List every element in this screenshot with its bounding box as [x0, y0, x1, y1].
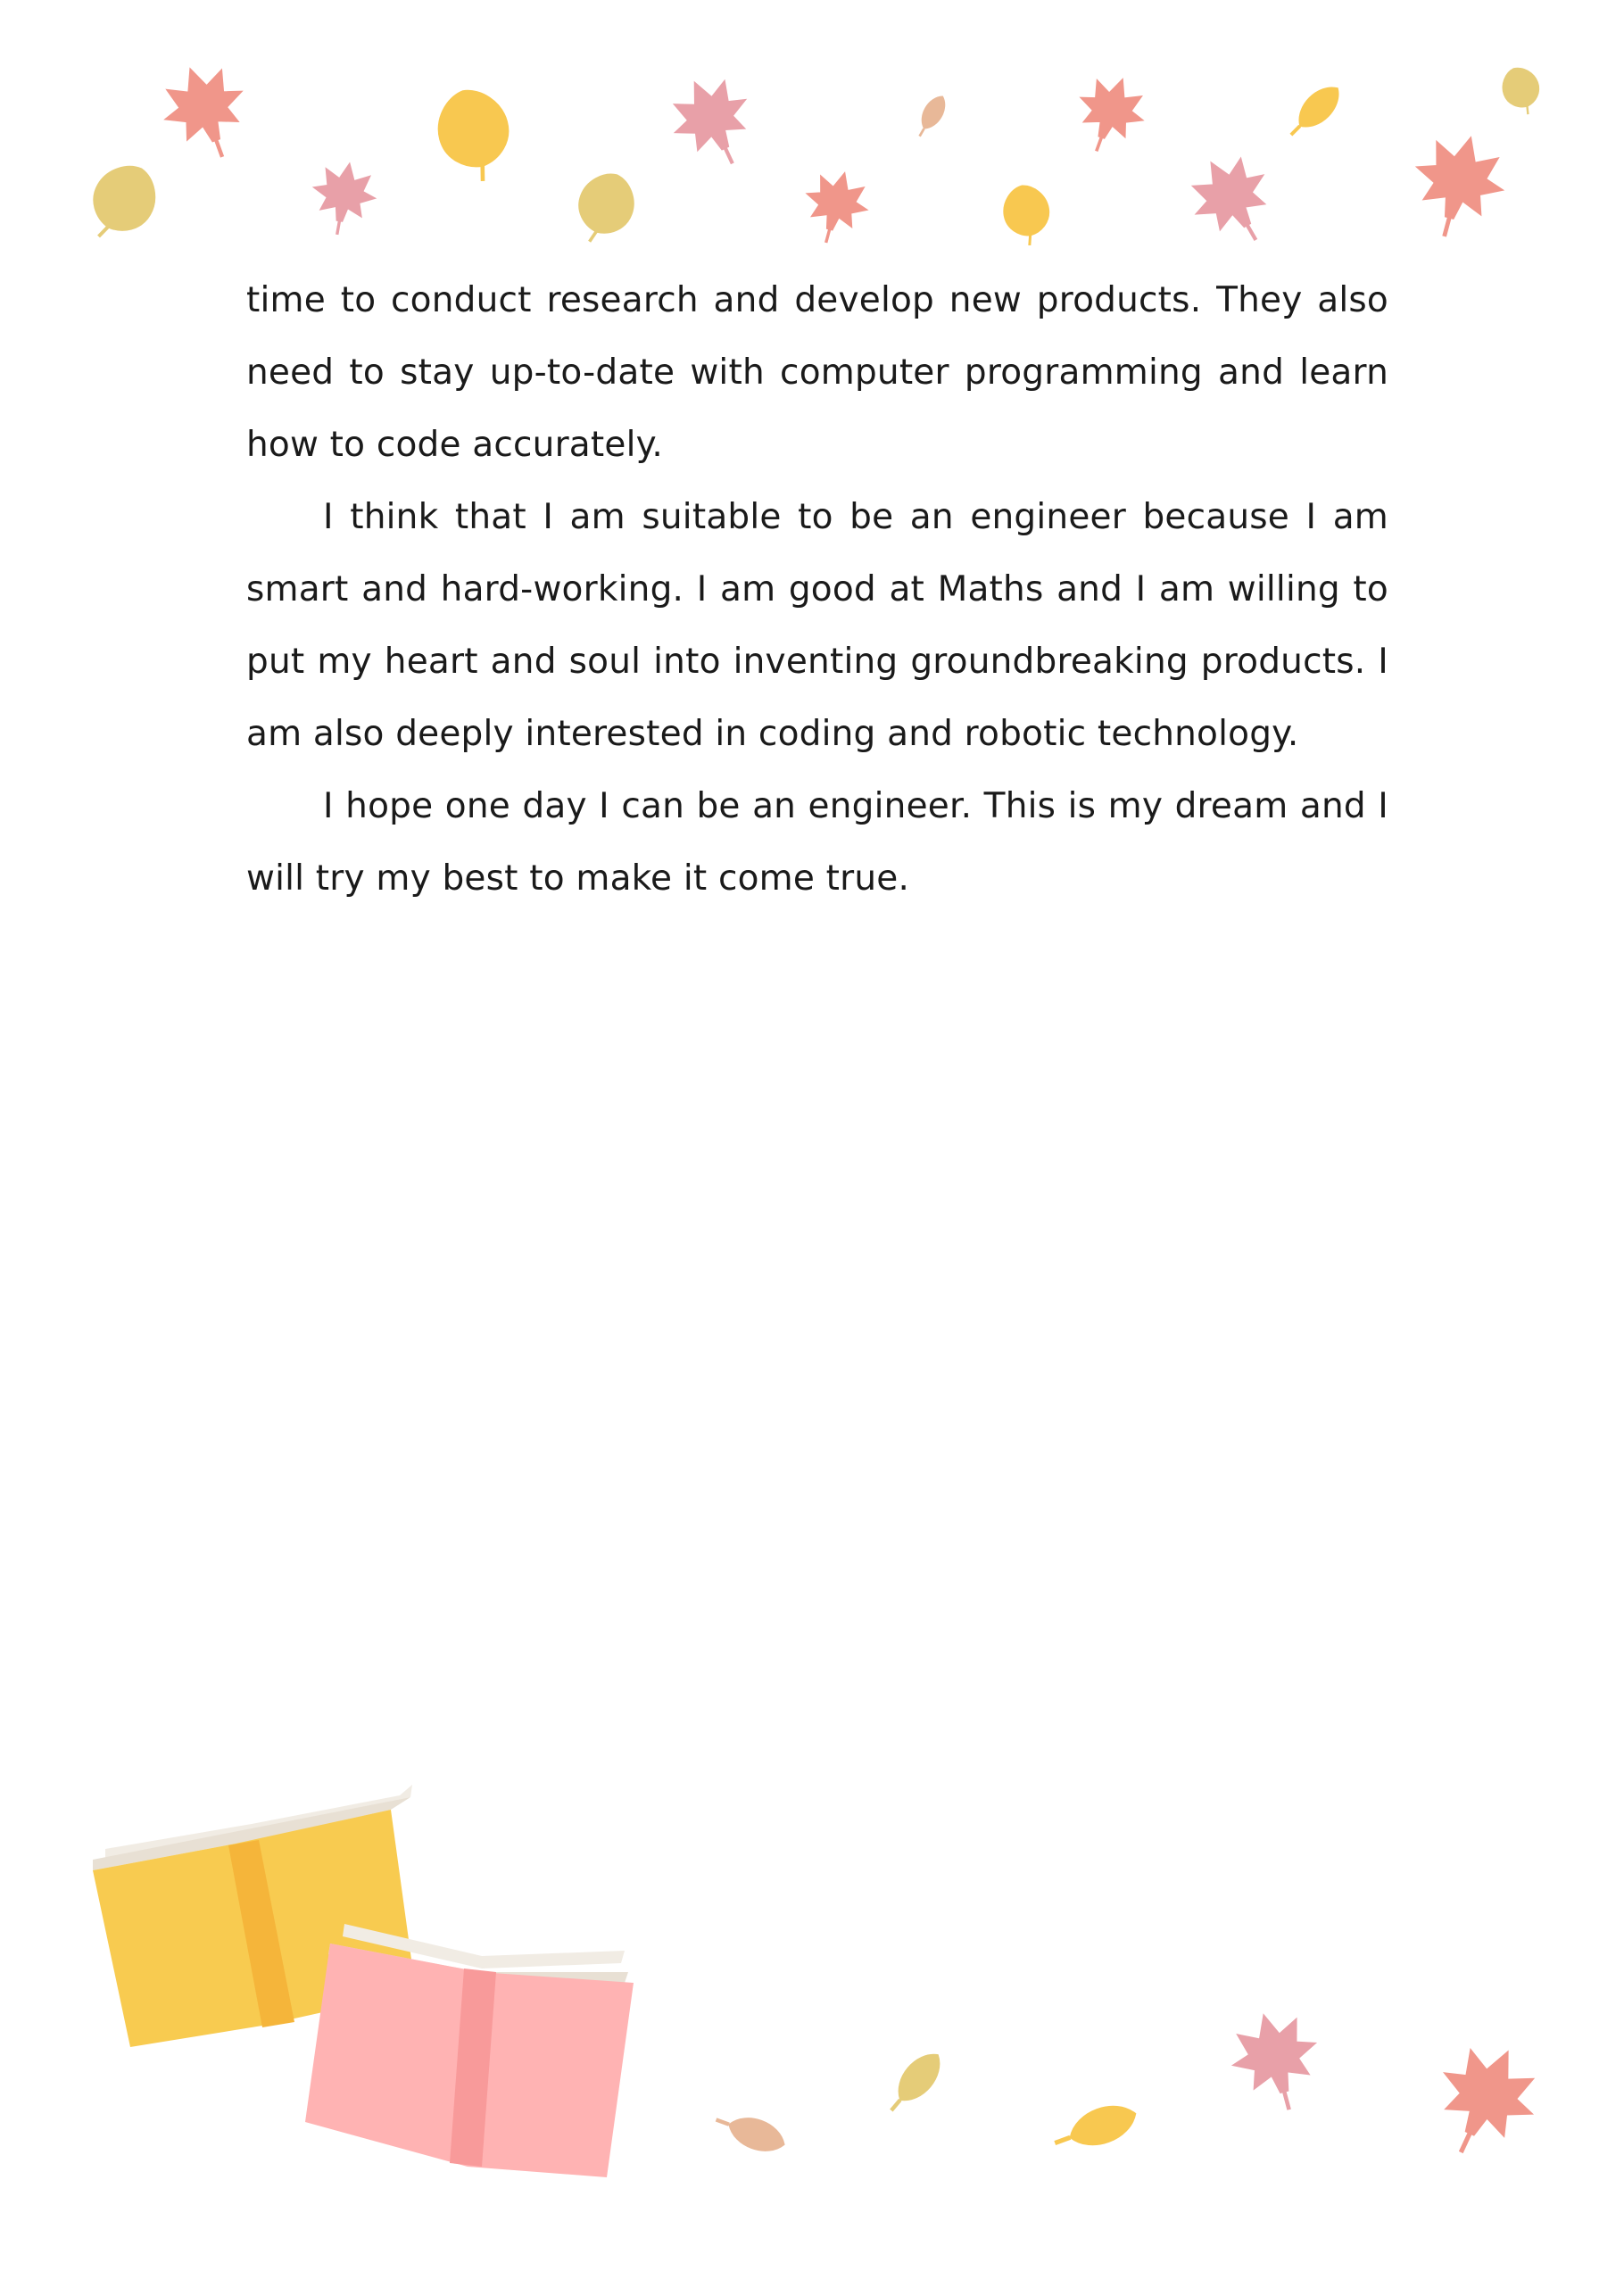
- maple-leaf-icon: [1401, 126, 1514, 248]
- open-book-icon: [305, 1924, 634, 2177]
- maple-leaf-icon: [1417, 2031, 1553, 2173]
- open-book-icon: [93, 1785, 416, 2047]
- oval-leaf-icon: [1281, 79, 1347, 145]
- paragraph: time to conduct research and develop new products. They also need to stay up-to-date with computer programming and learn how to code accurately.: [246, 280, 1388, 465]
- oval-leaf-icon: [912, 92, 951, 141]
- maple-leaf-icon: [1065, 67, 1155, 162]
- essay-body: [246, 264, 1388, 915]
- round-leaf-icon: [567, 165, 642, 252]
- round-leaf-icon: [429, 82, 520, 189]
- maple-leaf-icon: [795, 164, 875, 251]
- round-leaf-icon: [76, 153, 169, 253]
- oval-leaf-icon: [711, 2106, 790, 2159]
- paragraph: I hope one day I can be an engineer. This is my dream and I will try my best to make it come true.: [246, 786, 1388, 899]
- oval-leaf-icon: [880, 2045, 949, 2120]
- round-leaf-icon: [999, 182, 1055, 249]
- round-leaf-icon: [1496, 62, 1547, 120]
- maple-leaf-icon: [152, 54, 261, 171]
- maple-leaf-icon: [1222, 2003, 1330, 2121]
- maple-leaf-icon: [1177, 143, 1290, 260]
- oval-leaf-icon: [1049, 2097, 1142, 2159]
- maple-leaf-icon: [306, 157, 381, 240]
- paragraph: I think that I am suitable to be an engineer because I am smart and hard-working. I am good at Maths and I am willing to put my heart and soul into inventing groundbreaking products. I am also deeply interested in coding and robotic technology.: [246, 497, 1388, 754]
- maple-leaf-icon: [659, 65, 768, 180]
